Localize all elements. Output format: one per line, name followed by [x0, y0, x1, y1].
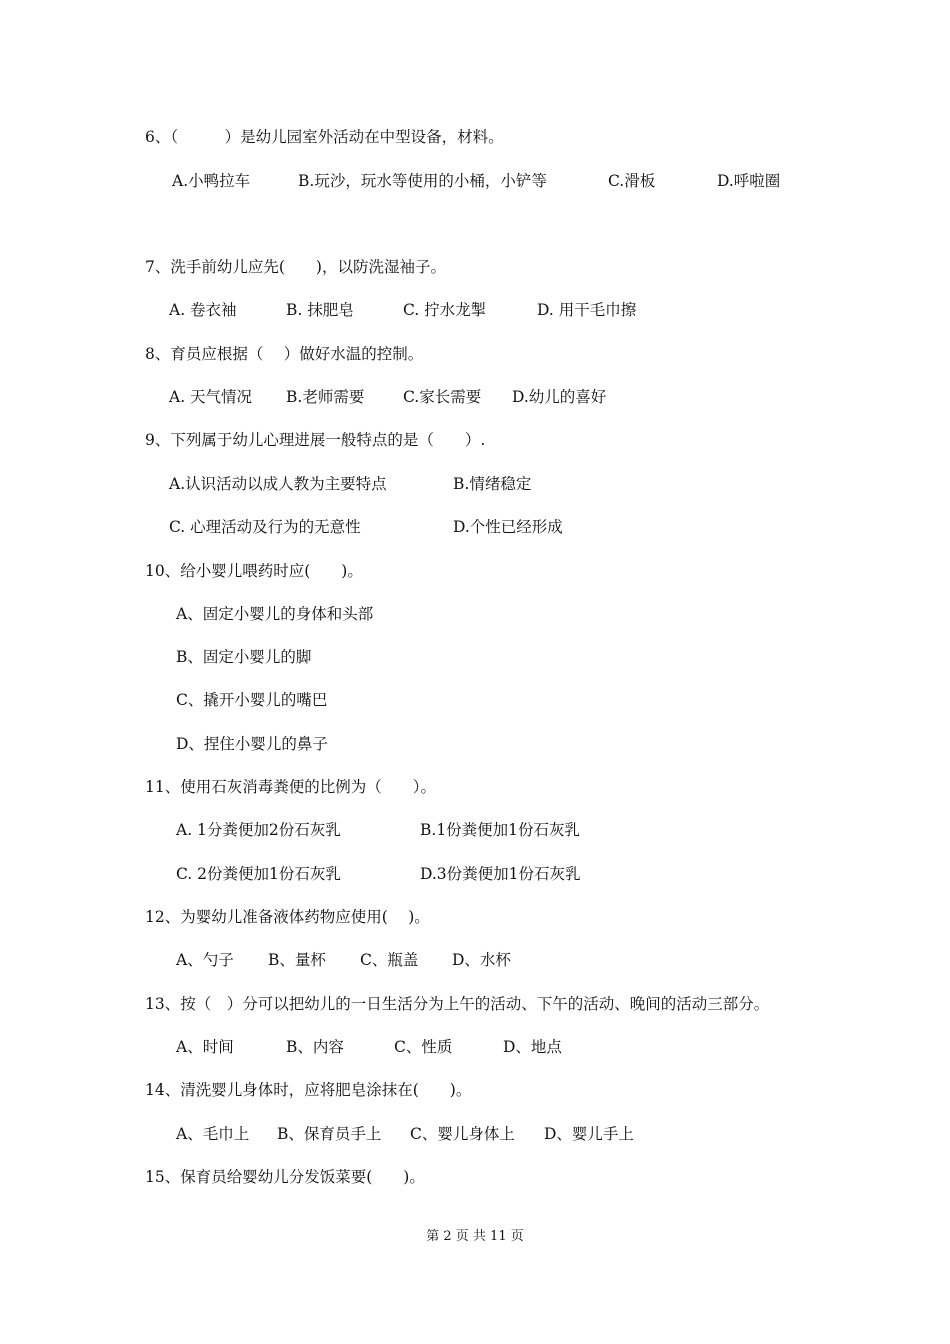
question-10-option-d: D、捏住小婴儿的鼻子 [176, 735, 328, 753]
question-7-option-a: A. 卷衣袖 [169, 301, 237, 319]
question-9-option-b: B.情绪稳定 [453, 475, 532, 493]
question-11-option-c: C. 2份粪便加1份石灰乳 [176, 865, 341, 883]
question-10-option-a: A、固定小婴儿的身体和头部 [176, 605, 374, 623]
question-15-stem: 15、保育员给婴幼儿分发饭菜要( )。 [145, 1168, 425, 1186]
question-13-option-d: D、地点 [503, 1038, 562, 1056]
question-13-stem: 13、按（ ）分可以把幼儿的一日生活分为上午的活动、下午的活动、晚间的活动三部分。 [145, 995, 770, 1013]
question-12-option-d: D、水杯 [452, 951, 511, 969]
question-6-option-a: A.小鸭拉车 [172, 172, 251, 190]
question-11-option-d: D.3份粪便加1份石灰乳 [420, 865, 581, 883]
question-8-option-c: C.家长需要 [403, 388, 482, 406]
question-6-stem: 6、（ ）是幼儿园室外活动在中型设备，材料。 [145, 128, 504, 146]
question-12-option-a: A、勺子 [176, 951, 234, 969]
question-6-option-c: C.滑板 [608, 172, 656, 190]
question-9-stem: 9、下列属于幼儿心理进展一般特点的是（ ）. [145, 431, 486, 449]
question-9-option-d: D.个性已经形成 [453, 518, 563, 536]
question-7-option-d: D. 用干毛巾擦 [537, 301, 637, 319]
question-12-stem: 12、为婴幼儿准备液体药物应使用( )。 [145, 908, 430, 926]
question-8-stem: 8、育员应根据（ ）做好水温的控制。 [145, 345, 424, 363]
question-8-option-b: B.老师需要 [286, 388, 365, 406]
question-14-stem: 14、清洗婴儿身体时，应将肥皂涂抹在( )。 [145, 1081, 472, 1099]
question-8-option-a: A. 天气情况 [169, 388, 253, 406]
question-12-option-b: B、量杯 [268, 951, 326, 969]
question-11-option-b: B.1份粪便加1份石灰乳 [420, 821, 581, 839]
question-10-stem: 10、给小婴儿喂药时应( )。 [145, 562, 363, 580]
question-8-option-d: D.幼儿的喜好 [512, 388, 607, 406]
question-10-option-c: C、撬开小婴儿的嘴巴 [176, 691, 328, 709]
question-14-option-c: C、婴儿身体上 [410, 1125, 515, 1143]
question-13-option-b: B、内容 [286, 1038, 344, 1056]
page-number-footer: 第 2 页 共 11 页 [426, 1229, 524, 1244]
question-14-option-a: A、毛巾上 [176, 1125, 250, 1143]
question-7-stem: 7、洗手前幼儿应先( )，以防洗湿袖子。 [145, 258, 446, 276]
question-13-option-a: A、时间 [176, 1038, 234, 1056]
question-13-option-c: C、性质 [394, 1038, 453, 1056]
question-12-option-c: C、瓶盖 [360, 951, 419, 969]
question-10-option-b: B、固定小婴儿的脚 [176, 648, 312, 666]
question-6-option-b: B.玩沙，玩水等使用的小桶，小铲等 [298, 172, 547, 190]
question-14-option-b: B、保育员手上 [277, 1125, 382, 1143]
question-11-stem: 11、使用石灰消毒粪便的比例为（ ）。 [145, 778, 436, 796]
question-11-option-a: A. 1分粪便加2份石灰乳 [176, 821, 341, 839]
question-7-option-b: B. 抹肥皂 [286, 301, 354, 319]
question-9-option-c: C. 心理活动及行为的无意性 [169, 518, 361, 536]
question-7-option-c: C. 拧水龙掣 [403, 301, 487, 319]
question-6-option-d: D.呼啦圈 [717, 172, 781, 190]
question-14-option-d: D、婴儿手上 [544, 1125, 634, 1143]
question-9-option-a: A.认识活动以成人教为主要特点 [169, 475, 387, 493]
